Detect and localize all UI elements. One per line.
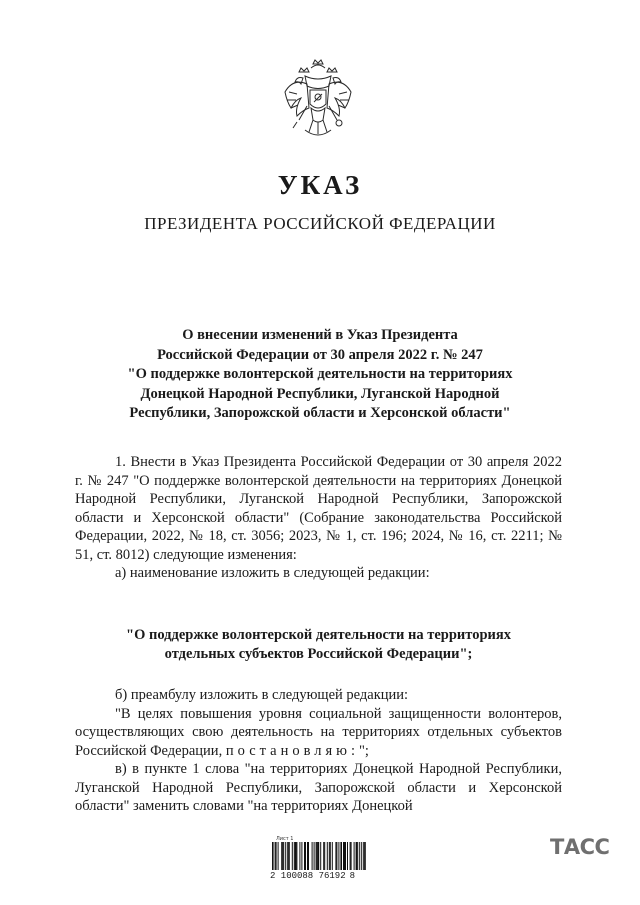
- barcode-bar: [351, 842, 352, 870]
- barcode-bar: [361, 842, 362, 870]
- barcode-number-main: 2 100088 76192: [270, 871, 346, 881]
- barcode-bar: [350, 842, 351, 870]
- barcode-check-digit: 8: [349, 871, 356, 881]
- paragraph-1: 1. Внести в Указ Президента Российской Федерации от 30 апреля 2022 г. № 247 "О поддержке волонтерской деятельности на территориях Донецкой Народной Республики, Луганской Народной Республики, Запорожской области и Херсонской области" (Собрание законодательства Российской Федерации, 2022, № 18, ст. 3056; 2023, № 1, ст. 196; 2024, № 16, ст. 2211; № 51, ст. 8012) следующие изменения:: [75, 454, 562, 563]
- issuer-subtitle: ПРЕЗИДЕНТА РОССИЙСКОЙ ФЕДЕРАЦИИ: [144, 214, 496, 233]
- decree-heading: [60, 326, 580, 424]
- barcode-bar: [354, 842, 355, 870]
- barcode-bar: [363, 842, 365, 870]
- barcode-bar: [327, 842, 328, 870]
- barcode-bar: [314, 842, 315, 870]
- barcode-bar: [272, 842, 274, 870]
- heading-line: Донецкой Народной Республики, Луганской Народной: [140, 385, 500, 402]
- preamble-text: "В целях повышения уровня социальной защищенности волонтеров, осуществляющих свою деятельность на территориях отдельных субъектов Российской Федерации,: [75, 705, 562, 759]
- barcode-bar: [282, 842, 283, 870]
- paragraph-v: в) в пункте 1 слова "на территориях Донецкой Народной Республики, Луганской Народной Республики, Запорожской области и Херсонской области" заменить словами "на территориях Донецкой: [75, 761, 562, 814]
- barcode-bar: [292, 842, 293, 870]
- barcode-block: [270, 836, 380, 881]
- barcode-bar: [287, 842, 289, 870]
- barcode-bar: [312, 842, 313, 870]
- barcode-bar: [308, 842, 309, 870]
- barcode-bar: [356, 842, 358, 870]
- barcode-bar: [317, 842, 318, 870]
- barcode-bar: [299, 842, 300, 870]
- new-title-quote: [75, 626, 562, 664]
- barcode-bar: [335, 842, 336, 870]
- barcode-bar: [281, 842, 282, 870]
- preamble-end: ";: [359, 742, 369, 759]
- barcode-bar: [329, 842, 330, 870]
- barcode-bar: [343, 842, 344, 870]
- barcode-bar: [275, 842, 276, 870]
- preamble-spaced-word: постановляю:: [225, 742, 360, 759]
- barcode-bar: [289, 842, 290, 870]
- tass-watermark: ТАСС: [550, 835, 610, 859]
- quote-line: "О поддержке волонтерской деятельности на территориях: [126, 627, 511, 643]
- barcode-bar: [324, 842, 325, 870]
- barcode-bar: [338, 842, 339, 870]
- barcode-bar: [359, 842, 360, 870]
- barcode-number: [270, 871, 380, 881]
- barcode-bar: [345, 842, 346, 870]
- paragraph-a: а) наименование изложить в следующей редакции:: [115, 565, 430, 581]
- barcode-bar: [278, 842, 279, 870]
- barcode-bar: [340, 842, 342, 870]
- barcode-bar: [330, 842, 331, 870]
- barcode-bar: [301, 842, 302, 870]
- barcode: [270, 842, 370, 870]
- heading-line: Республики, Запорожской области и Херсонской области": [129, 405, 511, 421]
- barcode-bar: [283, 842, 284, 870]
- barcode-bar: [318, 842, 320, 870]
- barcode-bar: [344, 842, 345, 870]
- heading-line: Российской Федерации от 30 апреля 2022 г. № 247: [157, 346, 483, 363]
- barcode-bar: [332, 842, 333, 870]
- barcode-label: Лист 1: [276, 836, 294, 842]
- barcode-bar: [304, 842, 305, 870]
- paragraph-b: б) преамбулу изложить в следующей редакции:: [115, 687, 409, 703]
- heading-line: О внесении изменений в Указ Президента: [182, 327, 458, 343]
- document-type-title: УКАЗ: [277, 170, 363, 200]
- barcode-bar: [296, 842, 297, 870]
- barcode-bar: [323, 842, 324, 870]
- barcode-bar: [294, 842, 295, 870]
- barcode-bar: [305, 842, 306, 870]
- barcode-bar: [285, 842, 286, 870]
- barcode-bar: [295, 842, 297, 870]
- quote-line: отдельных субъектов Российской Федерации";: [164, 646, 473, 662]
- coat-of-arms-icon: [281, 56, 355, 146]
- barcode-bar: [316, 842, 317, 870]
- body-section-1: [75, 453, 562, 583]
- barcode-bar: [347, 842, 348, 870]
- barcode-bar: [320, 842, 321, 870]
- barcode-bar: [365, 842, 366, 870]
- body-section-2: [75, 686, 562, 816]
- paragraph-b-quote: [75, 705, 562, 761]
- heading-line: "О поддержке волонтерской деятельности на территориях: [127, 366, 513, 382]
- barcode-bar: [336, 842, 337, 870]
- barcode-bar: [276, 842, 277, 870]
- barcode-bar: [357, 842, 358, 870]
- barcode-bar: [307, 842, 308, 870]
